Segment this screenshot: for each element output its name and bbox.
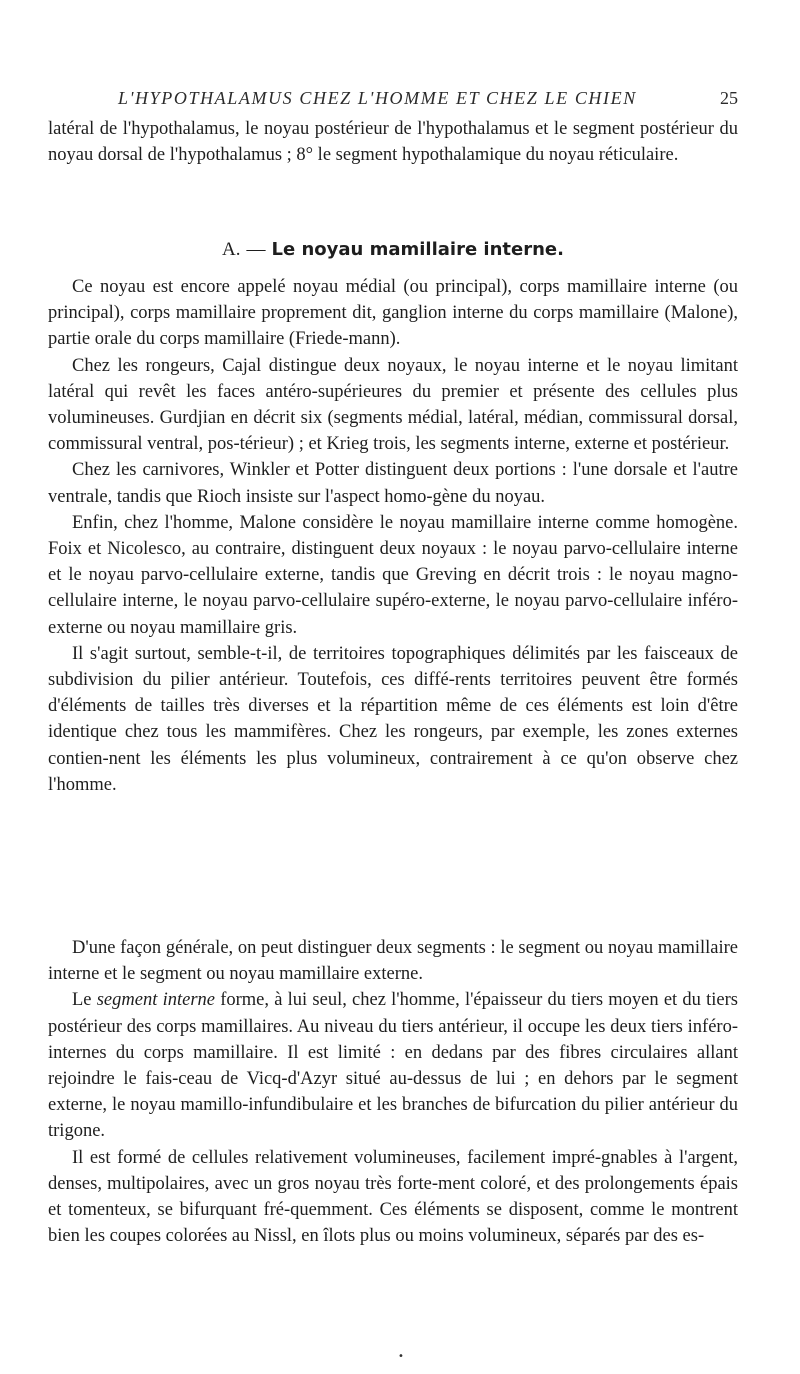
paragraph [48,1145,738,1250]
running-head [118,88,738,112]
section-dash: — [246,239,266,260]
paragraph: Chez les rongeurs, Cajal distingue deux noyaux, le noyau interne et le noyau limitant latéral qui revêt les faces antéro-supérieures du premier et présente des cellules plus volumineuses. Gurdjian en décrit six (segments médial, latéral, médian, commissural dorsal, commissural ventral, pos-térieur) ; et Krieg trois, les segments interne, externe et postérieur. [48,355,738,455]
paragraph: Il s'agit surtout, semble-t-il, de territoires topographiques délimités par les faisceaux de subdivision du pilier antérieur. Toutefois, ces diffé-rents territoires peuvent être formés d'éléments de tailles très diverses et la répartition même de ces éléments est loin d'être identique chez tous les mammifères. Chez les rongeurs, par exemple, les zones externes contien-nent les éléments les plus volumineux, contrairement à ce qu'on observe chez l'homme. [48,643,738,795]
text-block-main [48,274,738,798]
page-number: 25 [720,88,738,108]
section-title: Le noyau mamillaire interne. [271,239,564,260]
text-block-after-gap [48,935,738,1249]
section-heading [48,236,738,263]
text-block-before-heading [48,116,738,168]
paragraph: Ce noyau est encore appelé noyau médial (ou principal), corps mamillaire interne (ou principal), corps mamillaire proprement dit, ganglion interne du corps mamillaire (Malone), partie orale du corps mamillaire (Friede-mann). [48,277,738,350]
paragraph-text: D'une façon générale, on peut distinguer deux segments : le segment ou noyau mamillaire interne et le segment ou noyau mamillaire externe. [48,938,738,985]
italic-term: segment interne [96,990,215,1011]
running-head-title: L'HYPOTHALAMUS CHEZ L'HOMME ET CHEZ LE CHIEN [118,88,637,108]
paragraph: latéral de l'hypothalamus, le noyau postérieur de l'hypothalamus et le segment postérieur du noyau dorsal de l'hypothalamus ; 8° le segment hypothalamique du noyau réticulaire. [48,119,738,166]
section-letter: A. [222,239,241,260]
paragraph [48,987,738,1144]
paragraph-text: forme, à lui seul, chez l'homme, l'épaisseur du tiers moyen et du tiers postérieur des corps mamillaires. Au niveau du tiers antérieur, il occupe les deux tiers inféro-internes du corps mamillaire. Il est limité : en dedans par des fibres circulaires allant rejoindre le fais-ceau de Vicq-d'Azyr situé au-dessus de lui ; en dehors par le segment externe, le noyau mamillo-infundibulaire et les branches de bifurcation du pilier antérieur du trigone. [48,990,738,1142]
paragraph [48,935,738,987]
paragraph-text: Il est formé de cellules relativement volumineuses, facilement impré-gnables à l'argent, denses, multipolaires, avec un gros noyau très forte-ment coloré, et des prolongements épais et tomenteux, se bifurquant fré-quemment. Ces éléments se disposent, comme le montrent bien les coupes colorées au Nissl, en îlots plus ou moins volumineux, séparés par des es- [48,1147,738,1247]
paragraph: Enfin, chez l'homme, Malone considère le noyau mamillaire interne comme homogène. Foix et Nicolesco, au contraire, distinguent deux noyaux : le noyau parvo-cellulaire interne et le noyau parvo-cellulaire externe, tandis que Greving en décrit trois : le noyau magno-cellulaire interne, le noyau parvo-cellulaire supéro-externe, le noyau parvo-cellulaire inféro-externe ou noyau mamillaire gris. [48,512,738,638]
paragraph: Chez les carnivores, Winkler et Potter distinguent deux portions : l'une dorsale et l'autre ventrale, tandis que Rioch insiste sur l'aspect homo-gène du noyau. [48,460,738,507]
paragraph-text: Le [72,990,97,1011]
footer-mark: • [398,1351,404,1362]
